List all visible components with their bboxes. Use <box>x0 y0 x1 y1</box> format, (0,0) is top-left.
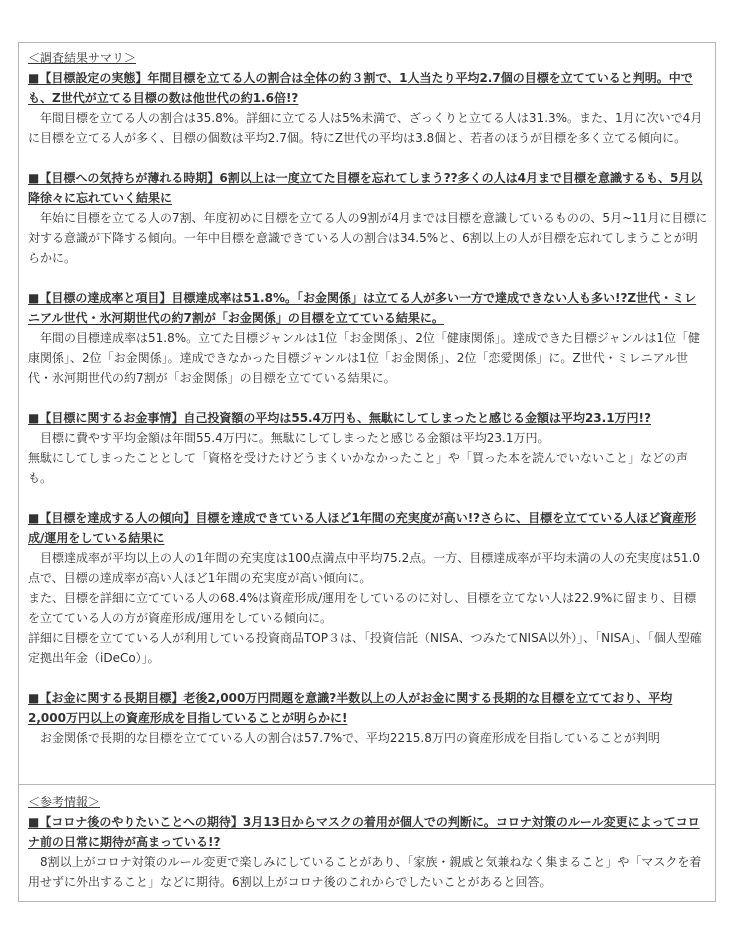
reference-content <box>28 792 708 892</box>
section-title: ■【お金に関する長期目標】老後2,000万円問題を意識?半数以上の人がお金に関する長期的な目標を立てており、平均2,000万円以上の資産形成を目指していることが明らかに! <box>28 691 673 725</box>
summary-section-achievement-rate <box>28 288 708 388</box>
section-body: また、目標を詳細に立てている人の68.4%は資産形成/運用をしているのに対し、目標を立てない人は22.9%に留まり、目標を立てている人の方が資産形成/運用をしている傾向に。 <box>28 591 697 625</box>
summary-section-motivation-decline <box>28 168 708 268</box>
section-title: ■【目標への気持ちが薄れる時期】6割以上は一度立てた目標を忘れてしまう??多くの人は4月まで目標を意識するも、5月以降徐々に忘れていく結果に <box>28 171 703 205</box>
reference-body: 8割以上がコロナ対策のルール変更で楽しみにしていることがあり、「家族・親戚と気兼ねなく集まること」や「マスクを着用せずに外出すること」などに期待。6割以上がコロナ後のこれからでしたいことがあると回答。 <box>28 855 702 889</box>
summary-section-achiever-tendency <box>28 508 708 668</box>
section-divider <box>18 784 716 785</box>
section-body: 年始に目標を立てる人の7割、年度初めに目標を立てる人の9割が4月までは目標を意識しているものの、5月~11月に目標に対する意識が下降する傾向。一年中目標を意識できている人の割合は34.5%と、6割以上の人が目標を忘れてしまうことが明らかに。 <box>28 211 708 265</box>
summary-section-money <box>28 408 708 488</box>
section-body: 年間目標を立てる人の割合は35.8%。詳細に立てる人は5%未満で、ざっくりと立てる人は31.3%。また、1月に次いで4月に目標を立てる人が多く、目標の個数は平均2.7個。特にZ世代の平均は3.8個と、若者のほうが目標を多く立てる傾向に。 <box>28 111 703 145</box>
section-title: ■【目標設定の実態】年間目標を立てる人の割合は全体の約３割で、1人当たり平均2.7個の目標を立てていると判明。中でも、Z世代が立てる目標の数は他世代の約1.6倍!? <box>28 71 693 105</box>
summary-heading: ＜調査結果サマリ＞ <box>28 51 137 65</box>
section-body: 年間の目標達成率は51.8%。立てた目標ジャンルは1位「お金関係」、2位「健康関係」。達成できた目標ジャンルは1位「健康関係」、2位「お金関係」。達成できなかった目標ジャンルは1位「お金関係」、2位「恋愛関係」に。Z世代・ミレニアル世代・氷河期世代の約7割が「お金関係」の目標を立てている結果に。 <box>28 331 700 385</box>
section-body: 目標達成率が平均以上の人の1年間の充実度は100点満点中平均75.2点。一方、目標達成率が平均未満の人の充実度は51.0点で、目標の達成率が高い人ほど1年間の充実度が高い傾向に。 <box>28 551 700 585</box>
section-body: 無駄にしてしまったこととして「資格を受けたけどうまくいかなかったこと」や「買った本を読んでいないこと」などの声も。 <box>28 451 689 485</box>
summary-section-goal-setting <box>28 68 708 148</box>
section-body: 目標に費やす平均金額は年間55.4万円に。無駄にしてしまったと感じる金額は平均23.1万円。 <box>28 431 550 445</box>
section-body: お金関係で長期的な目標を立てている人の割合は57.7%で、平均2215.8万円の資産形成を目指していることが判明 <box>28 731 660 745</box>
section-title: ■【目標の達成率と項目】目標達成率は51.8%。「お金関係」は立てる人が多い一方で達成できない人も多い!?Z世代・ミレニアル世代・氷河期世代の約7割が「お金関係」の目標を立てている結果に。 <box>28 291 697 325</box>
summary-section-long-term-goal <box>28 688 708 748</box>
section-body: 詳細に目標を立てている人が利用している投資商品TOP３は、「投資信託（NISA、つみたてNISA以外）」、「NISA」、「個人型確定拠出年金（iDeCo）」。 <box>28 631 702 665</box>
reference-heading: ＜参考情報＞ <box>28 795 101 809</box>
reference-title: ■【コロナ後のやりたいことへの期待】3月13日からマスクの着用が個人での判断に。コロナ対策のルール変更によってコロナ前の日常に期待が高まっている!? <box>28 815 700 849</box>
summary-content <box>28 48 708 748</box>
section-title: ■【目標に関するお金事情】自己投資額の平均は55.4万円も、無駄にしてしまったと感じる金額は平均23.1万円!? <box>28 411 651 425</box>
section-title: ■【目標を達成する人の傾向】目標を達成できている人ほど1年間の充実度が高い!?さらに、目標を立てている人ほど資産形成/運用をしている結果に <box>28 511 697 545</box>
